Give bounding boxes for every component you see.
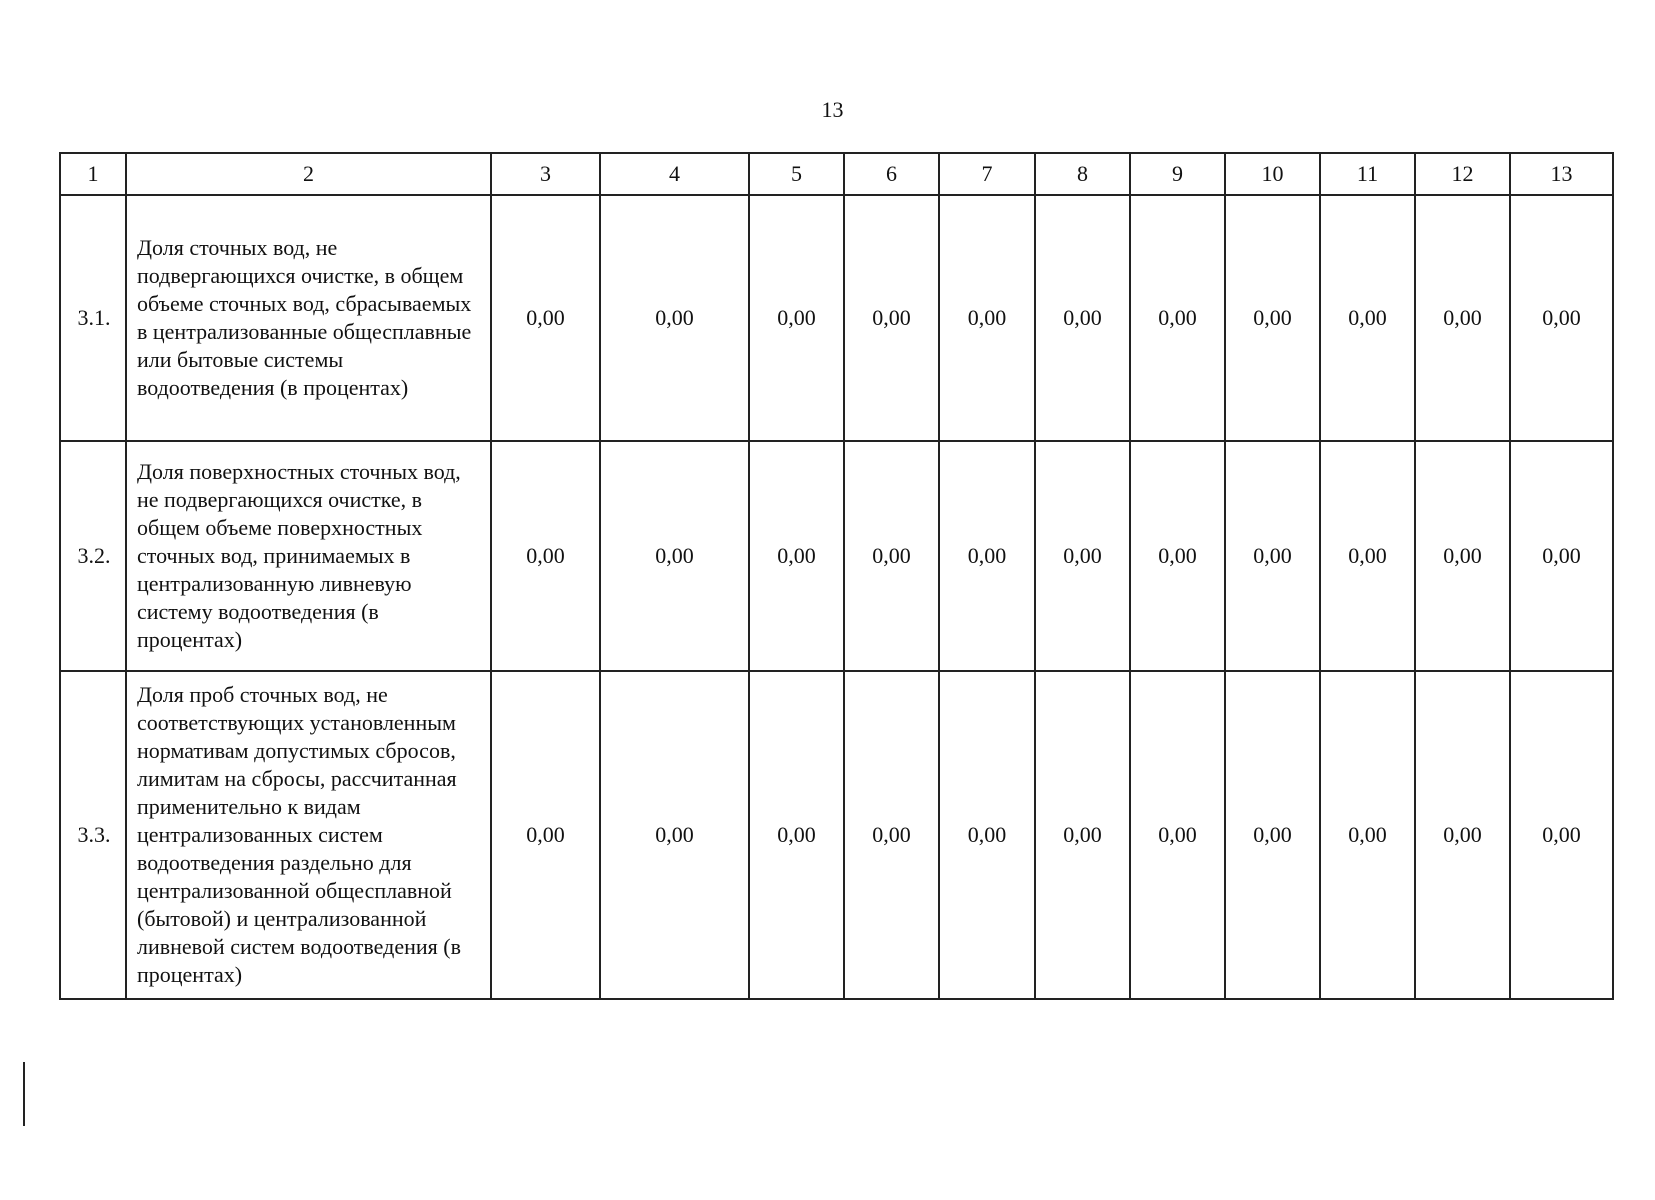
value-cell: 0,00 xyxy=(1130,671,1225,999)
column-header: 11 xyxy=(1320,153,1415,195)
value-cell: 0,00 xyxy=(1225,671,1320,999)
value-cell: 0,00 xyxy=(844,671,939,999)
column-header: 8 xyxy=(1035,153,1130,195)
table-row xyxy=(60,671,1613,999)
column-header: 12 xyxy=(1415,153,1510,195)
row-description: Доля проб сточных вод, не соответствующих установленным нормативам допустимых сбросов, лимитам на сбросы, рассчитанная применительно к видам централизованных систем водоотведения раздельно для централизованной общесплавной (бытовой) и централизованной ливневой систем водоотведения (в процентах) xyxy=(126,671,491,999)
table-row xyxy=(60,441,1613,671)
column-header: 9 xyxy=(1130,153,1225,195)
table-header-row xyxy=(60,153,1613,195)
value-cell: 0,00 xyxy=(491,195,600,441)
value-cell: 0,00 xyxy=(1510,441,1613,671)
column-header: 1 xyxy=(60,153,126,195)
value-cell: 0,00 xyxy=(844,195,939,441)
value-cell: 0,00 xyxy=(600,441,749,671)
column-header: 10 xyxy=(1225,153,1320,195)
column-header: 13 xyxy=(1510,153,1613,195)
value-cell: 0,00 xyxy=(491,441,600,671)
column-header: 7 xyxy=(939,153,1035,195)
value-cell: 0,00 xyxy=(1130,441,1225,671)
scan-margin-mark xyxy=(23,1062,25,1126)
value-cell: 0,00 xyxy=(939,195,1035,441)
value-cell: 0,00 xyxy=(1415,195,1510,441)
value-cell: 0,00 xyxy=(600,671,749,999)
row-number: 3.1. xyxy=(60,195,126,441)
value-cell: 0,00 xyxy=(1320,441,1415,671)
value-cell: 0,00 xyxy=(491,671,600,999)
value-cell: 0,00 xyxy=(844,441,939,671)
value-cell: 0,00 xyxy=(749,441,844,671)
value-cell: 0,00 xyxy=(749,195,844,441)
value-cell: 0,00 xyxy=(1035,441,1130,671)
column-header: 4 xyxy=(600,153,749,195)
table-row xyxy=(60,195,1613,441)
value-cell: 0,00 xyxy=(1130,195,1225,441)
value-cell: 0,00 xyxy=(1320,671,1415,999)
column-header: 3 xyxy=(491,153,600,195)
value-cell: 0,00 xyxy=(749,671,844,999)
value-cell: 0,00 xyxy=(600,195,749,441)
row-number: 3.2. xyxy=(60,441,126,671)
value-cell: 0,00 xyxy=(1320,195,1415,441)
value-cell: 0,00 xyxy=(1415,441,1510,671)
value-cell: 0,00 xyxy=(1510,195,1613,441)
column-header: 5 xyxy=(749,153,844,195)
row-description: Доля поверхностных сточных вод, не подвергающихся очистке, в общем объеме поверхностных сточных вод, принимаемых в централизованную ливневую систему водоотведения (в процентах) xyxy=(126,441,491,671)
row-number: 3.3. xyxy=(60,671,126,999)
column-header: 2 xyxy=(126,153,491,195)
value-cell: 0,00 xyxy=(939,671,1035,999)
column-header: 6 xyxy=(844,153,939,195)
value-cell: 0,00 xyxy=(1035,671,1130,999)
value-cell: 0,00 xyxy=(1225,441,1320,671)
value-cell: 0,00 xyxy=(1510,671,1613,999)
value-cell: 0,00 xyxy=(1035,195,1130,441)
value-cell: 0,00 xyxy=(1225,195,1320,441)
value-cell: 0,00 xyxy=(1415,671,1510,999)
indicators-table xyxy=(59,152,1614,1000)
row-description: Доля сточных вод, не подвергающихся очистке, в общем объеме сточных вод, сбрасываемых в централизованные общесплавные или бытовые системы водоотведения (в процентах) xyxy=(126,195,491,441)
page-number: 13 xyxy=(821,97,844,122)
value-cell: 0,00 xyxy=(939,441,1035,671)
